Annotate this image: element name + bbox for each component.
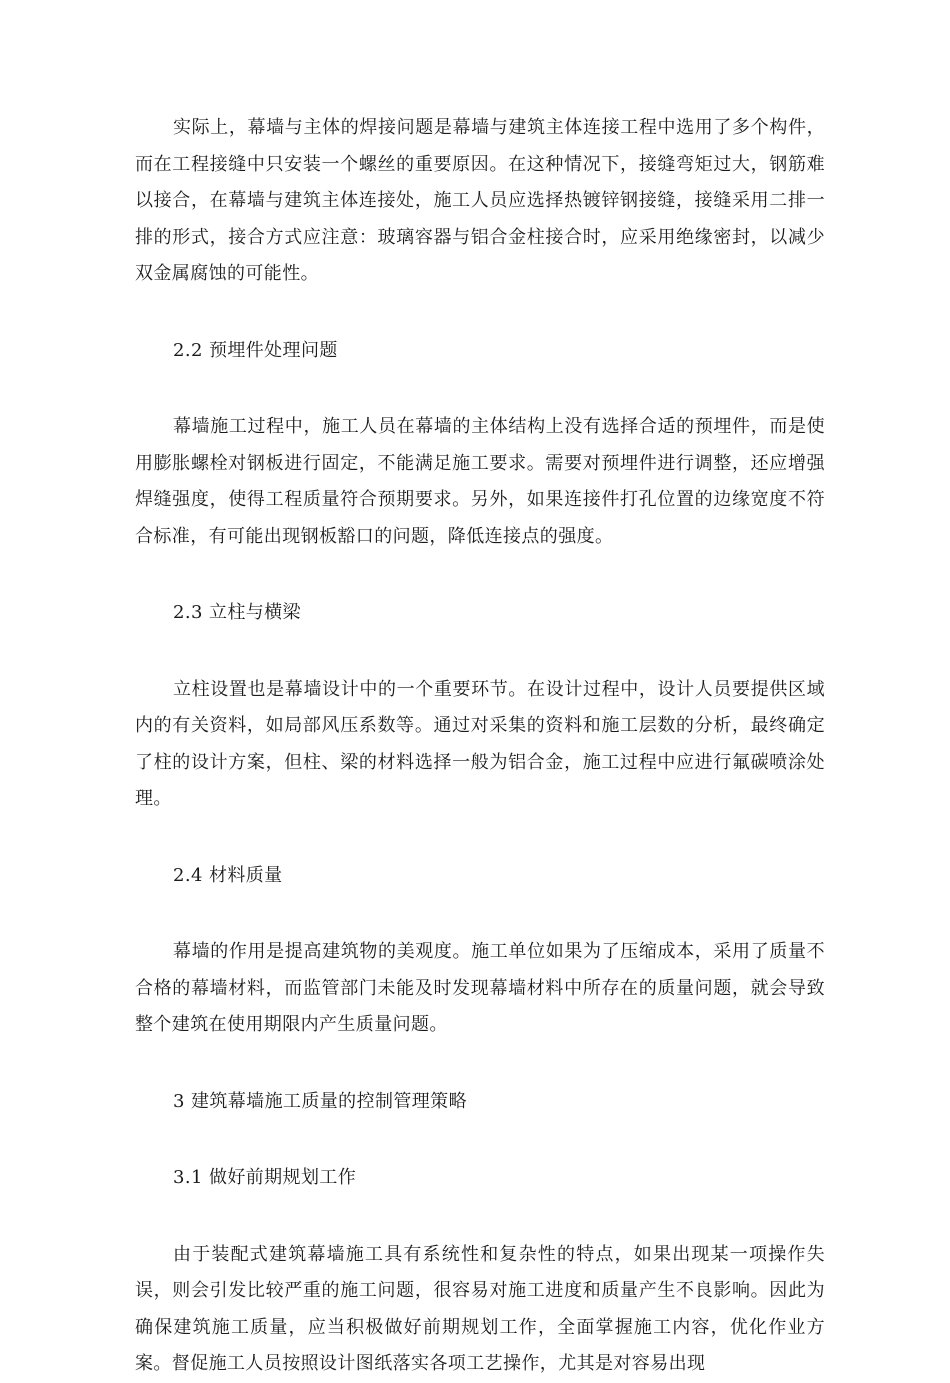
paragraph-welding: 实际上，幕墙与主体的焊接问题是幕墙与建筑主体连接工程中选用了多个构件，而在工程接缝中只安装一个螺丝的重要原因。在这种情况下，接缝弯矩过大，钢筋难以接合，在幕墙与建筑主体连接处，施工人员应选择热镀锌钢接缝，接缝采用二排一排的形式，接合方式应注意：玻璃容器与铝合金柱接合时，应采用绝缘密封，以减少双金属腐蚀的可能性。 bbox=[135, 117, 825, 284]
paragraph-columns-beams: 立柱设置也是幕墙设计中的一个重要环节。在设计过程中，设计人员要提供区域内的有关资料，如局部风压系数等。通过对采集的资料和施工层数的分析，最终确定了柱的设计方案，但柱、梁的材料选择一般为铝合金，施工过程中应进行氟碳喷涂处理。 bbox=[135, 678, 825, 809]
section-heading-2-2: 2.2 预埋件处理问题 bbox=[173, 339, 338, 361]
section-heading-2-3: 2.3 立柱与横梁 bbox=[173, 602, 301, 623]
section-heading-3-1: 3.1 做好前期规划工作 bbox=[173, 1167, 357, 1188]
paragraph-embedded-parts: 幕墙施工过程中，施工人员在幕墙的主体结构上没有选择合适的预埋件，而是使用膨胀螺栓对钢板进行固定，不能满足施工要求。需要对预埋件进行调整，还应增强焊缝强度，使得工程质量符合预期要求。另外，如果连接件打孔位置的边缘宽度不符合标准，有可能出现钢板豁口的问题，降低连接点的强度。 bbox=[135, 416, 825, 547]
section-heading-3: 3 建筑幕墙施工质量的控制管理策略 bbox=[173, 1090, 467, 1112]
document-page bbox=[135, 110, 825, 1383]
section-heading-2-4: 2.4 材料质量 bbox=[173, 864, 283, 886]
paragraph-material-quality: 幕墙的作用是提高建筑物的美观度。施工单位如果为了压缩成本，采用了质量不合格的幕墙材料，而监管部门未能及时发现幕墙材料中所存在的质量问题，就会导致整个建筑在使用期限内产生质量问题。 bbox=[135, 941, 825, 1035]
paragraph-planning: 由于装配式建筑幕墙施工具有系统性和复杂性的特点，如果出现某一项操作失误，则会引发比较严重的施工问题，很容易对施工进度和质量产生不良影响。因此为确保建筑施工质量，应当积极做好前期规划工作，全面掌握施工内容，优化作业方案。督促施工人员按照设计图纸落实各项工艺操作，尤其是对容易出现 bbox=[135, 1243, 825, 1374]
